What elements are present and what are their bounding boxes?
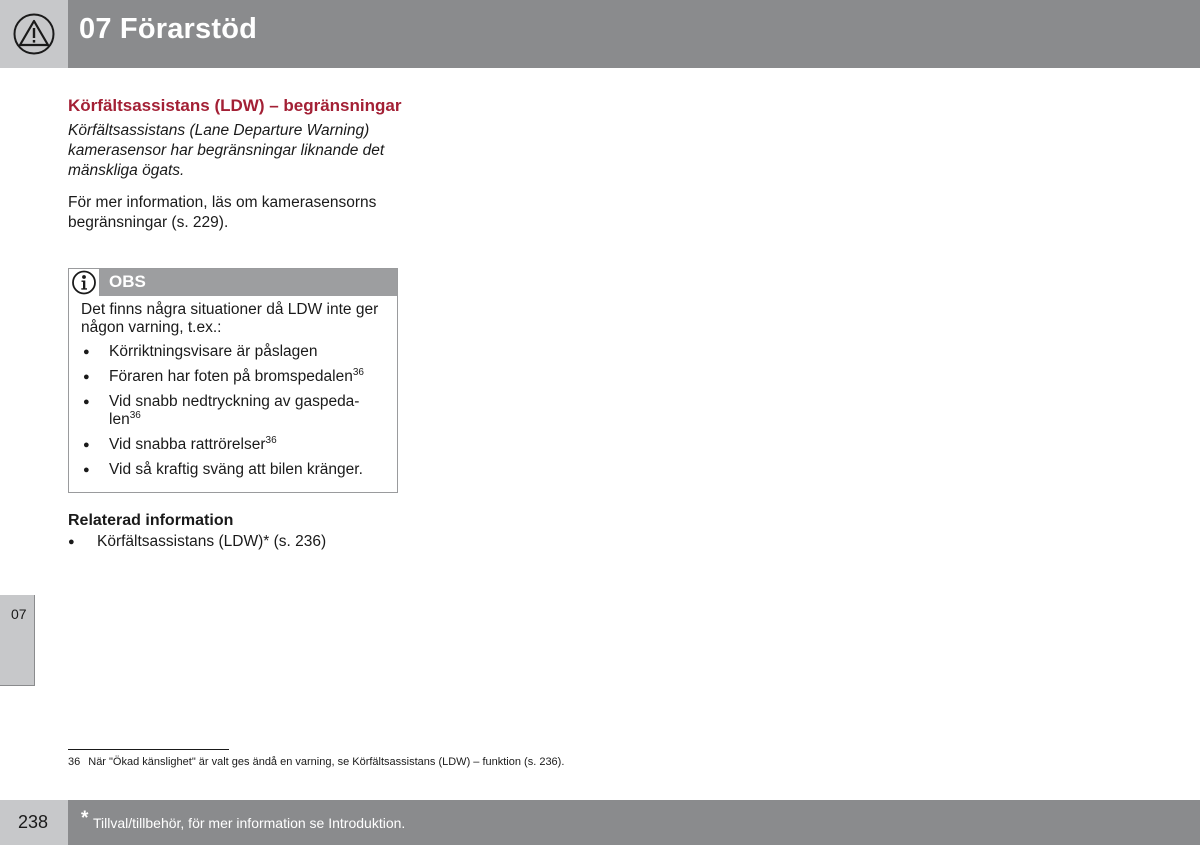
footnote-divider — [68, 749, 229, 750]
list-item — [81, 393, 371, 429]
list-item-text: Körriktningsvisare är påslagen — [109, 343, 318, 360]
section-paragraph: För mer information, läs om kamerasensorns begränsningar (s. 229). — [68, 194, 377, 231]
list-item-text: Föraren har foten på bromspedalen — [109, 368, 353, 385]
page-number: 238 — [18, 812, 49, 832]
chapter-title: 07 Förarstöd — [79, 13, 258, 45]
list-item — [81, 436, 387, 454]
obs-list — [81, 343, 387, 479]
section-intro: Körfältsassistans (Lane Departure Warning) kamerasensor har begränsningar liknande det mänskliga ögats. — [68, 122, 385, 179]
obs-lead: Det finns några situationer då LDW inte ger någon varning, t.ex.: — [81, 301, 379, 336]
list-item — [81, 368, 387, 386]
list-item-text: Vid så kraftig sväng att bilen kränger. — [109, 461, 363, 478]
obs-note-box — [68, 268, 398, 493]
info-icon — [71, 270, 97, 295]
footnote-number: 36 — [68, 756, 81, 768]
related-list — [68, 532, 403, 552]
footer-star: * — [81, 808, 89, 829]
footnote — [68, 756, 564, 768]
footnote-marker: 36 — [352, 366, 364, 378]
list-item — [81, 343, 387, 361]
related-link[interactable]: ● Körfältsassistans (LDW)* (s. 236) — [68, 532, 403, 552]
related-heading: Relaterad information — [68, 512, 234, 529]
footnote-marker: 36 — [129, 409, 141, 421]
obs-icon-wrap — [69, 269, 99, 296]
footnote-text: När "Ökad känslighet" är valt ges ändå en varning, se Körfältsassistans (LDW) – funktion (s. 236). — [88, 756, 565, 768]
section-title: Körfältsassistans (LDW) – begränsningar — [68, 96, 402, 115]
warning-triangle-icon — [13, 13, 55, 55]
footer-text: Tillval/tillbehör, för mer information se Introduktion. — [93, 815, 406, 831]
list-item-text: Vid snabba rattrörelser — [109, 436, 266, 453]
header-icon-box — [0, 0, 68, 68]
obs-body — [69, 296, 397, 479]
main-content — [68, 95, 403, 233]
obs-header — [69, 269, 397, 296]
footnote-marker: 36 — [265, 434, 277, 446]
chapter-side-tab-label: 07 — [11, 606, 27, 622]
related-information — [68, 512, 403, 552]
list-item-text: Vid snabb nedtryckning av gaspeda-len — [109, 393, 360, 428]
obs-label: OBS — [109, 272, 146, 291]
list-item — [81, 461, 387, 479]
